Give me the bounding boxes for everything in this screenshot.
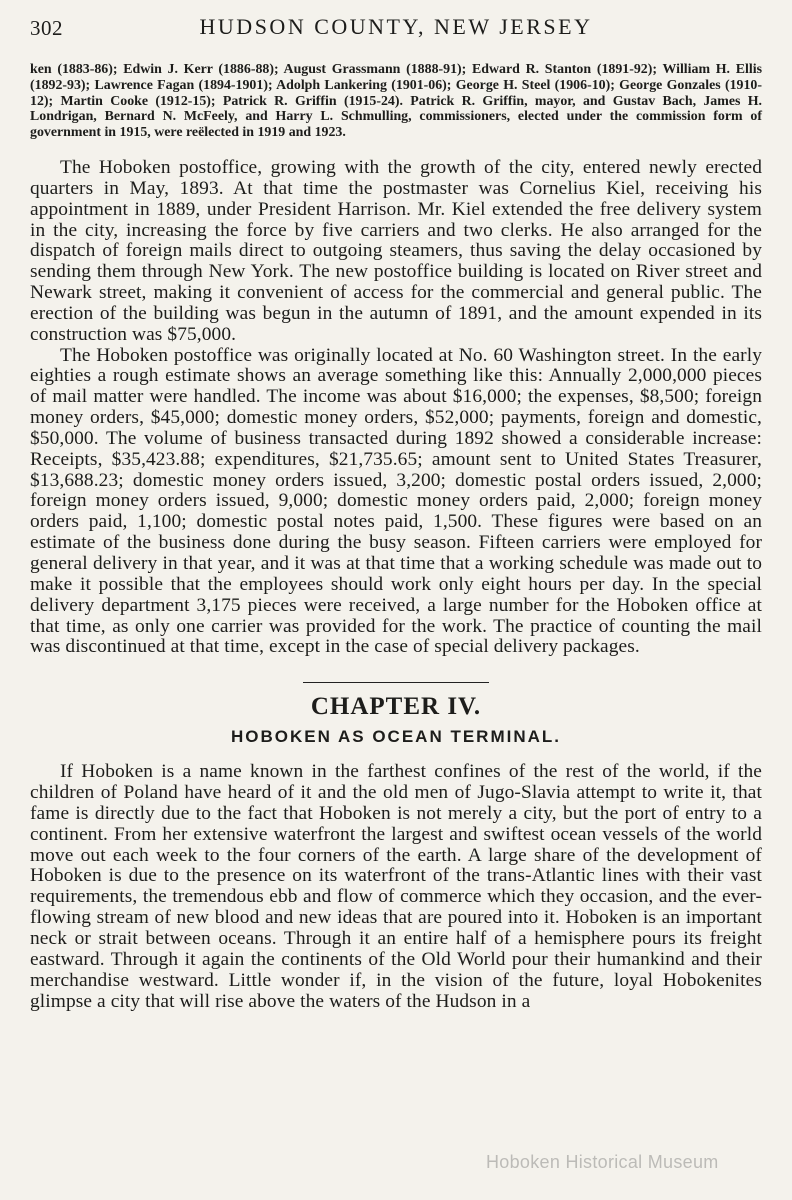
paragraph: The Hoboken postoffice, growing with the growth of the city, entered newly erected quarters in May, 1893. At that time the postmaster was Cornelius Kiel, receiving his appointment in 1889, under President Harrison. Mr. Kiel extended the free delivery system in the city, increasing the force by five carriers and two clerks. He also arranged for the dispatch of foreign mails direct to outgoing steamers, thus saving the delay occasioned by sending them through New York. The new postoffice building is located on River street and Newark street, making it convenient of access for the commercial and general public. The erection of the building was begun in the autumn of 1891, and the amount expended in its construction was $75,000.: [30, 156, 762, 345]
watermark: Hoboken Historical Museum: [486, 1152, 719, 1172]
page-number: 302: [30, 16, 63, 40]
postoffice-section: [30, 158, 762, 658]
chapter-subtitle: HOBOKEN AS OCEAN TERMINAL.: [231, 727, 561, 747]
officials-list: ken (1883-86); Edwin J. Kerr (1886-88); August Grassmann (1888-91); Edward R. Stanton (1891-92); William H. Ellis (1892-93); Lawrence Fagan (1894-1901); Adolph Lankering (1901-06); George H. Steel (1906-10); George Gonzales (1910-12); Martin Cooke (1912-15); Patrick R. Griffin (1915-24). Patrick R. Griffin, mayor, and Gustav Bach, James H. Londrigan, Bernard N. McFeely, and Harry L. Schmulling, commissioners, elected under the commission form of government in 1915, were reëlected in 1919 and 1923.: [30, 62, 762, 141]
chapter-heading: CHAPTER IV.: [310, 693, 482, 721]
paragraph: If Hoboken is a name known in the farthest confines of the rest of the world, if the children of Poland have heard of it and the old men of Jugo-Slavia attempt to write it, that fame is directly due to the fact that Hoboken is not merely a city, but the port of entry to a continent. From her extensive waterfront the largest and swiftest ocean vessels of the world move out each week to the four corners of the earth. A large share of the development of Hoboken is due to the presence on its waterfront of the trans-Atlantic lines with their vast requirements, the tremendous ebb and flow of commerce which they occasion, and the ever-flowing stream of new blood and new ideas that are poured into it. Hoboken is an important neck or strait between oceans. Through it an entire half of a hemisphere pours its freight eastward. Through it again the continents of the Old World pour their humankind and their merchandise westward. Little wonder if, in the vision of the future, loyal Hobokenites glimpse a city that will rise above the waters of the Hudson in a: [30, 761, 762, 1012]
paragraph: The Hoboken postoffice was originally located at No. 60 Washington street. In the early eighties a rough estimate shows an average something like this: Annually 2,000,000 pieces of mail matter were handled. The income was about $16,000; the expenses, $8,500; foreign money orders, $45,000; domestic money orders, $52,000; payments, foreign and domestic, $50,000. The volume of business transacted during 1892 showed a considerable increase: Receipts, $35,423.88; expenditures, $21,735.65; amount sent to United States Treasurer, $13,688.23; domestic money orders issued, 3,200; domestic postal orders issued, 2,000; foreign money orders issued, 9,000; domestic money orders paid, 2,000; foreign money orders paid, 1,100; domestic postal notes paid, 1,500. These figures were based on an estimate of the business done during the busy season. Fifteen carriers were employed for general delivery in that year, and it was at that time that a working schedule was made out to make it possible that the employees should work only eight hours per day. In the special delivery department 3,175 pieces were received, a large number for the Hoboken office at that time, as only one carrier was provided for the work. The practice of counting the mail was discontinued at that time, except in the case of special delivery packages.: [30, 344, 762, 658]
section-divider: [303, 682, 489, 683]
book-page: [30, 0, 762, 1012]
chapter-section: [30, 762, 762, 1012]
page-header: [30, 12, 762, 52]
running-title: HUDSON COUNTY, NEW JERSEY: [199, 14, 593, 39]
